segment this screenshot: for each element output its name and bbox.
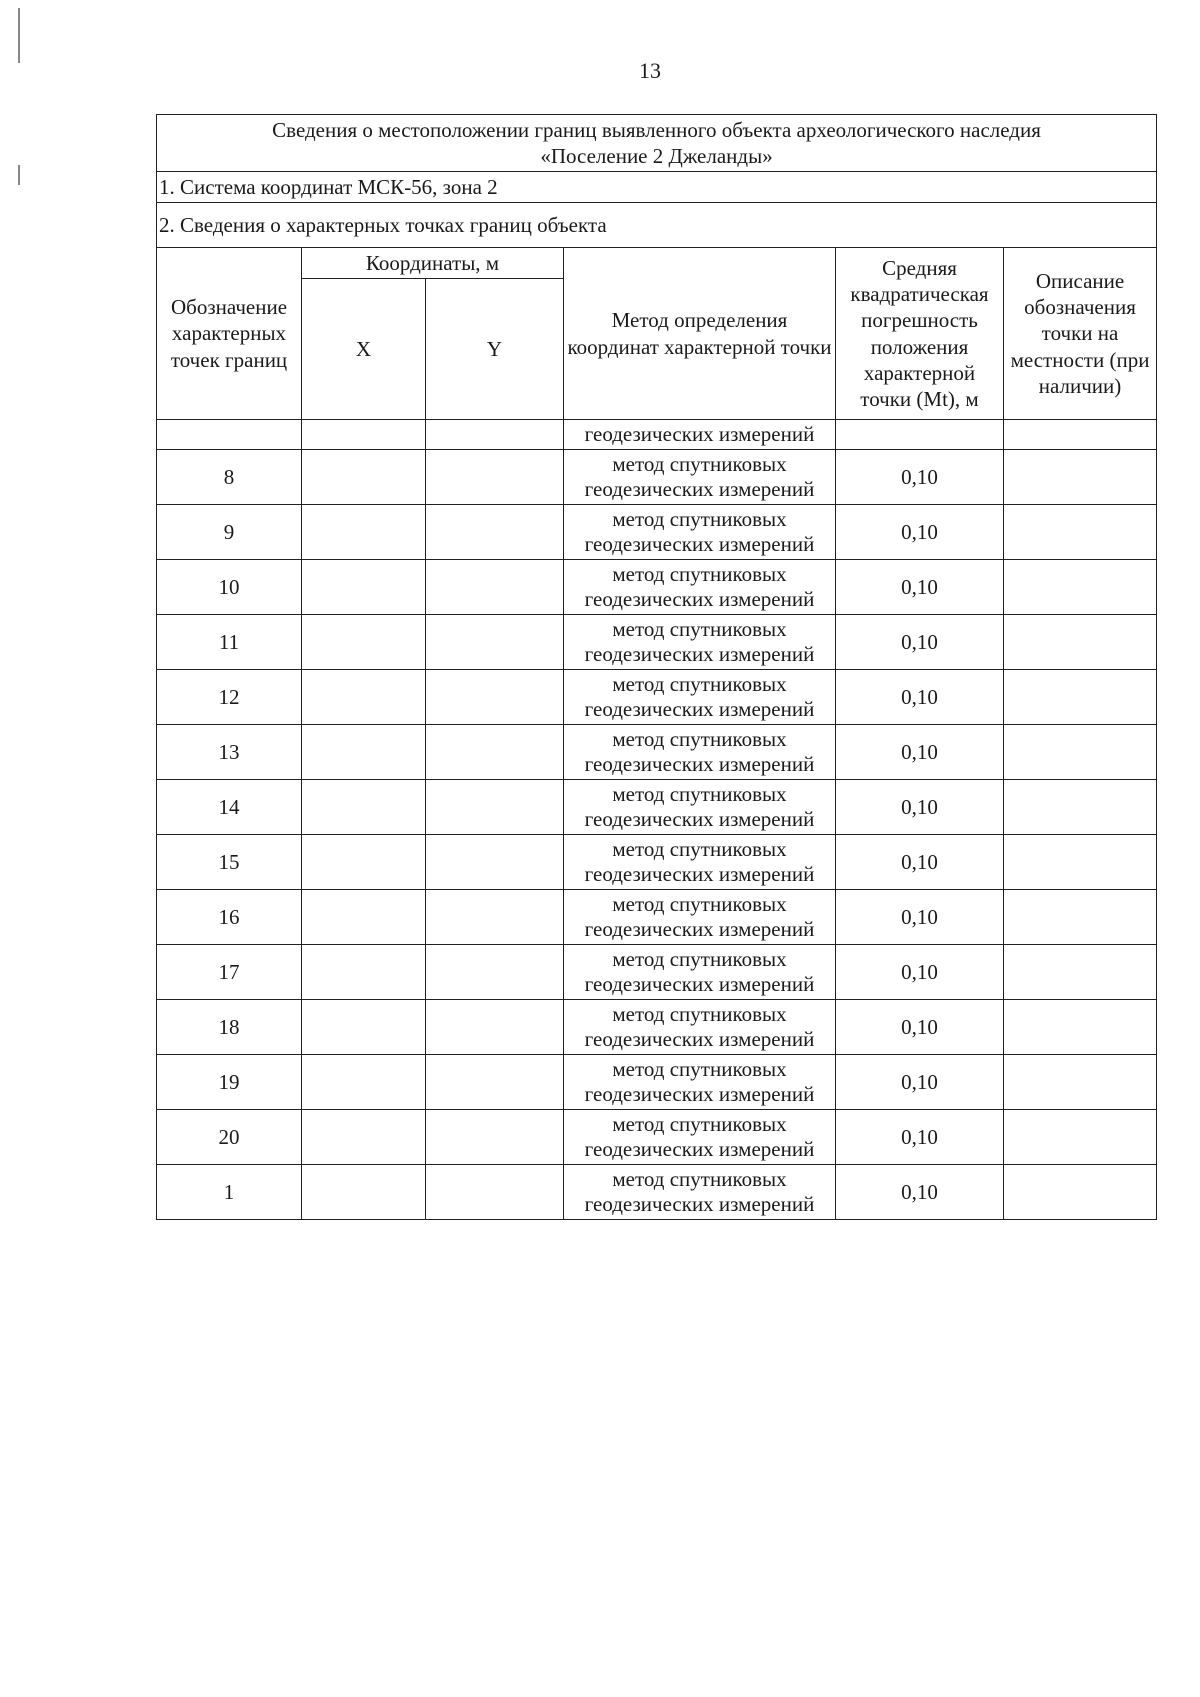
header-coordinates: Координаты, м	[302, 248, 564, 279]
cell-point: 19	[157, 1055, 302, 1110]
method-line-1: метод спутниковых	[612, 781, 787, 806]
method-line-1: метод спутниковых	[612, 616, 787, 641]
page-number: 13	[639, 58, 661, 83]
cell-error: 0,10	[836, 1000, 1004, 1055]
table-row	[157, 560, 1157, 615]
cell-description	[1004, 420, 1157, 450]
cell-x	[302, 615, 426, 670]
method-line-1: метод спутниковых	[612, 836, 787, 861]
cell-y	[426, 1000, 564, 1055]
method-line-2: геодезических измерений	[584, 697, 815, 721]
boundary-points-table	[156, 114, 1157, 1220]
scan-artifact-top	[18, 8, 20, 63]
cell-error: 0,10	[836, 505, 1004, 560]
continuation-row	[157, 420, 1157, 450]
method-line-1: метод спутниковых	[612, 1166, 787, 1191]
table-row	[157, 505, 1157, 560]
cell-error: 0,10	[836, 615, 1004, 670]
cell-point: 11	[157, 615, 302, 670]
table-row	[157, 1110, 1157, 1165]
coordinate-system: 1. Система координат МСК-56, зона 2	[157, 172, 1157, 203]
table-row	[157, 780, 1157, 835]
cell-method	[564, 1165, 836, 1220]
cell-x	[302, 420, 426, 450]
cell-x	[302, 505, 426, 560]
cell-method	[564, 1000, 836, 1055]
cell-error: 0,10	[836, 1165, 1004, 1220]
cell-error: 0,10	[836, 890, 1004, 945]
cell-description	[1004, 725, 1157, 780]
method-line-2: геодезических измерений	[584, 532, 815, 556]
method-line-1: метод спутниковых	[612, 726, 787, 751]
cell-y	[426, 780, 564, 835]
cell-method	[564, 1055, 836, 1110]
cell-description	[1004, 670, 1157, 725]
cell-description	[1004, 890, 1157, 945]
cell-method	[564, 890, 836, 945]
cell-y	[426, 945, 564, 1000]
cell-point	[157, 420, 302, 450]
cell-description	[1004, 1000, 1157, 1055]
cell-y	[426, 615, 564, 670]
method-line-2: геодезических измерений	[584, 972, 815, 996]
cell-x	[302, 560, 426, 615]
cell-method	[564, 945, 836, 1000]
cell-method	[564, 1110, 836, 1165]
method-line-2: геодезических измерений	[584, 1137, 815, 1161]
header-method: Метод определения координат характерной точки	[564, 248, 836, 420]
cell-point: 10	[157, 560, 302, 615]
cell-y	[426, 725, 564, 780]
cell-description	[1004, 560, 1157, 615]
cell-y	[426, 1055, 564, 1110]
table-row	[157, 1000, 1157, 1055]
cell-point: 17	[157, 945, 302, 1000]
cell-y	[426, 450, 564, 505]
table-row	[157, 835, 1157, 890]
cell-error: 0,10	[836, 1055, 1004, 1110]
cell-error: 0,10	[836, 450, 1004, 505]
cell-description	[1004, 615, 1157, 670]
cell-description	[1004, 1165, 1157, 1220]
cell-x	[302, 945, 426, 1000]
cell-y	[426, 420, 564, 450]
cell-x	[302, 780, 426, 835]
method-line-2: геодезических измерений	[584, 587, 815, 611]
cell-point: 14	[157, 780, 302, 835]
cell-error: 0,10	[836, 945, 1004, 1000]
cell-error: 0,10	[836, 560, 1004, 615]
cell-y	[426, 670, 564, 725]
cell-method	[564, 560, 836, 615]
cell-x	[302, 670, 426, 725]
cell-error: 0,10	[836, 780, 1004, 835]
method-line-2: геодезических измерений	[584, 477, 815, 501]
header-y: Y	[426, 279, 564, 420]
cell-point: 16	[157, 890, 302, 945]
method-line-1: метод спутниковых	[612, 891, 787, 916]
method-line-1: метод спутниковых	[612, 1001, 787, 1026]
method-line-2: геодезических измерений	[584, 917, 815, 941]
cell-y	[426, 835, 564, 890]
cell-description	[1004, 450, 1157, 505]
cell-x	[302, 890, 426, 945]
cell-x	[302, 1165, 426, 1220]
cell-x	[302, 1000, 426, 1055]
cell-description	[1004, 505, 1157, 560]
table-title	[157, 115, 1157, 172]
table-row	[157, 945, 1157, 1000]
points-info: 2. Сведения о характерных точках границ объекта	[157, 203, 1157, 248]
method-line-1: метод спутниковых	[612, 946, 787, 971]
table-row	[157, 1165, 1157, 1220]
method-line-2: геодезических измерений	[584, 642, 815, 666]
cell-method: геодезических измерений	[564, 420, 836, 450]
method-line-1: метод спутниковых	[612, 1111, 787, 1136]
cell-method	[564, 835, 836, 890]
table-row	[157, 1055, 1157, 1110]
cell-method	[564, 725, 836, 780]
cell-point: 9	[157, 505, 302, 560]
cell-y	[426, 890, 564, 945]
table-row	[157, 890, 1157, 945]
method-line-2: геодезических измерений	[584, 862, 815, 886]
cell-x	[302, 1055, 426, 1110]
table-row	[157, 725, 1157, 780]
method-line-1: метод спутниковых	[612, 561, 787, 586]
header-x: X	[302, 279, 426, 420]
scan-artifact-mid	[18, 165, 20, 185]
method-line-1: метод спутниковых	[612, 506, 787, 531]
cell-description	[1004, 1055, 1157, 1110]
cell-x	[302, 1110, 426, 1165]
cell-method	[564, 615, 836, 670]
method-line-2: геодезических измерений	[584, 807, 815, 831]
cell-error: 0,10	[836, 835, 1004, 890]
cell-x	[302, 450, 426, 505]
cell-x	[302, 835, 426, 890]
cell-y	[426, 1110, 564, 1165]
cell-method	[564, 450, 836, 505]
cell-description	[1004, 945, 1157, 1000]
cell-point: 18	[157, 1000, 302, 1055]
table-row	[157, 670, 1157, 725]
table-row	[157, 615, 1157, 670]
cell-point: 13	[157, 725, 302, 780]
cell-description	[1004, 780, 1157, 835]
header-point-designation: Обозначение характерных точек границ	[157, 248, 302, 420]
cell-y	[426, 560, 564, 615]
cell-point: 12	[157, 670, 302, 725]
cell-method	[564, 670, 836, 725]
cell-error: 0,10	[836, 670, 1004, 725]
cell-error: 0,10	[836, 1110, 1004, 1165]
method-line-2: геодезических измерений	[584, 1192, 815, 1216]
cell-point: 8	[157, 450, 302, 505]
header-mean-error: Средняя квадратическая погрешность положения характерной точки (Mt), м	[836, 248, 1004, 420]
cell-error: 0,10	[836, 725, 1004, 780]
method-line-2: геодезических измерений	[584, 752, 815, 776]
header-description: Описание обозначения точки на местности (при наличии)	[1004, 248, 1157, 420]
cell-y	[426, 1165, 564, 1220]
cell-point: 15	[157, 835, 302, 890]
cell-point: 20	[157, 1110, 302, 1165]
method-line-1: метод спутниковых	[612, 1056, 787, 1081]
method-line-1: метод спутниковых	[612, 671, 787, 696]
method-line-1: метод спутниковых	[612, 451, 787, 476]
cell-error	[836, 420, 1004, 450]
table-title-line-2: «Поселение 2 Джеланды»	[540, 144, 773, 168]
cell-description	[1004, 1110, 1157, 1165]
cell-y	[426, 505, 564, 560]
table-title-line-1: Сведения о местоположении границ выявленного объекта археологического наследия	[272, 117, 1041, 142]
cell-method	[564, 780, 836, 835]
method-line-2: геодезических измерений	[584, 1082, 815, 1106]
cell-description	[1004, 835, 1157, 890]
table-row	[157, 450, 1157, 505]
cell-method	[564, 505, 836, 560]
cell-point: 1	[157, 1165, 302, 1220]
method-line-2: геодезических измерений	[584, 1027, 815, 1051]
cell-x	[302, 725, 426, 780]
